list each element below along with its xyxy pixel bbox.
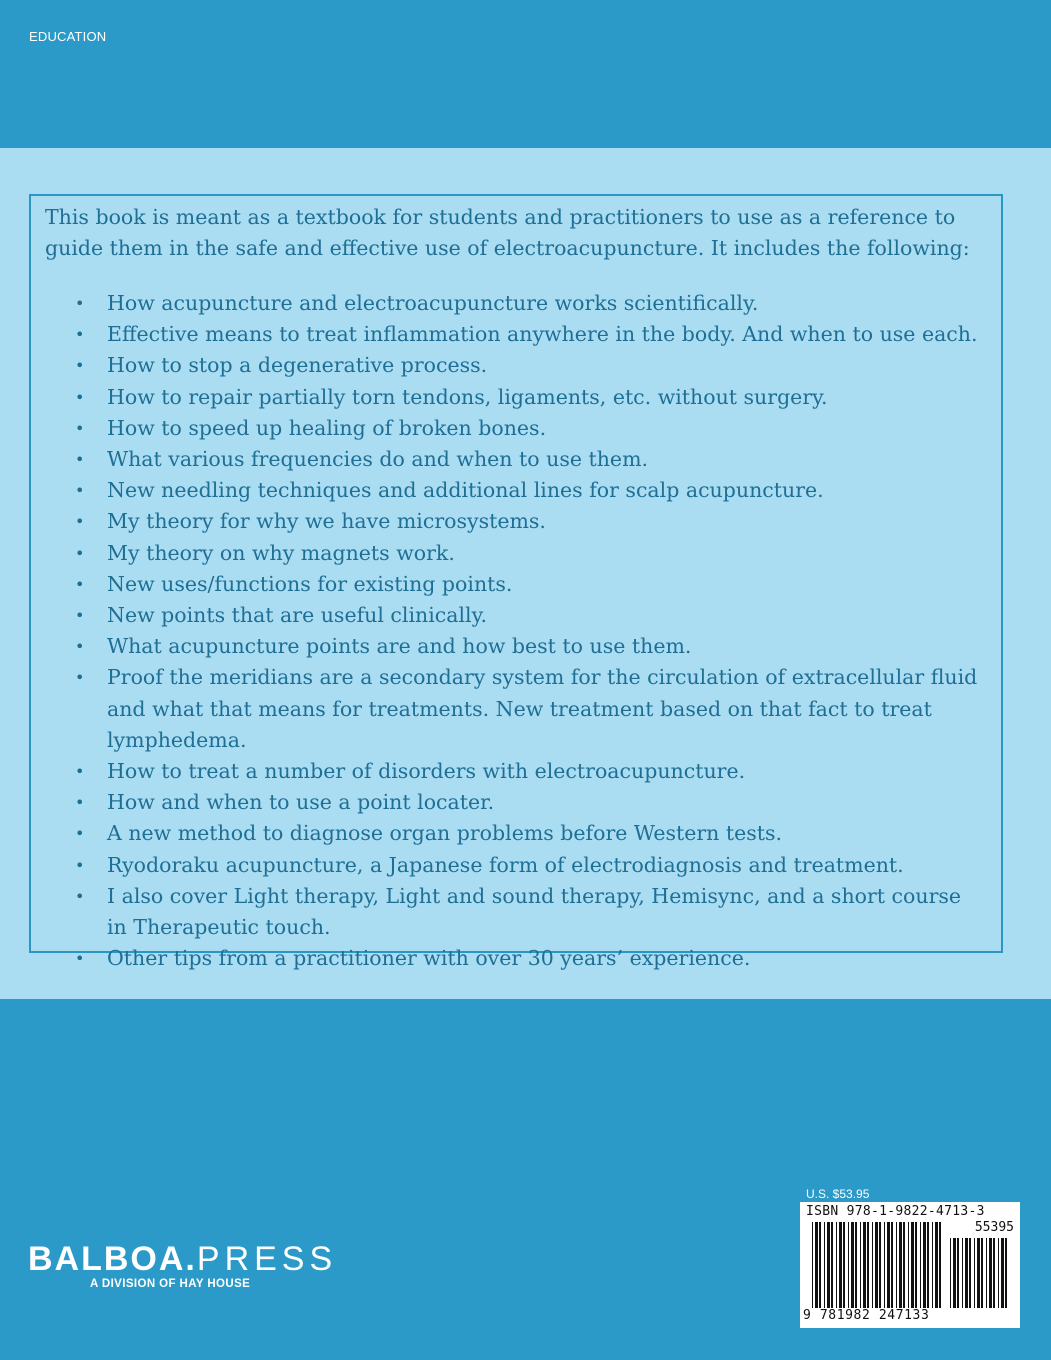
bullet-icon: • bbox=[75, 294, 85, 313]
feature-text: How and when to use a point locater. bbox=[107, 790, 495, 815]
feature-text: Effective means to treat inflammation anywhere in the body. And when to use each. bbox=[107, 322, 978, 347]
bullet-icon: • bbox=[75, 481, 85, 501]
feature-text: My theory for why we have microsystems. bbox=[107, 509, 546, 534]
addon-barcode-bars bbox=[950, 1238, 1012, 1308]
feature-text: Other tips from a practitioner with over 30 years’ experience. bbox=[107, 946, 751, 971]
feature-item bbox=[31, 631, 991, 662]
feature-item bbox=[31, 787, 991, 818]
feature-item bbox=[31, 756, 991, 787]
feature-text: New points that are useful clinically. bbox=[107, 603, 487, 628]
feature-text: New needling techniques and additional lines for scalp acupuncture. bbox=[107, 478, 824, 503]
bullet-icon: • bbox=[75, 418, 85, 438]
bullet-icon: • bbox=[75, 886, 85, 906]
bullet-icon: • bbox=[75, 793, 85, 813]
feature-item bbox=[31, 569, 991, 600]
description-intro: This book is meant as a textbook for students and practitioners to use as a reference to guide them in the safe and effective use of electroacupuncture. It includes the following: bbox=[45, 205, 970, 261]
isbn-number: ISBN 978-1-9822-4713-3 bbox=[806, 1204, 985, 1219]
feature-item bbox=[31, 350, 991, 381]
feature-item bbox=[31, 538, 991, 569]
isbn-barcode bbox=[800, 1202, 1020, 1328]
bullet-icon: • bbox=[75, 855, 85, 875]
feature-item bbox=[31, 444, 991, 475]
feature-text: What various frequencies do and when to use them. bbox=[107, 447, 649, 472]
feature-text: How to repair partially torn tendons, ligaments, etc. without surgery. bbox=[107, 384, 828, 409]
feature-text: How acupuncture and electroacupuncture works scientifically. bbox=[107, 291, 759, 315]
feature-item bbox=[31, 600, 991, 631]
bullet-icon: • bbox=[75, 450, 85, 470]
retail-price: U.S. $53.95 bbox=[806, 1187, 870, 1201]
bullet-icon: • bbox=[75, 606, 85, 626]
feature-item bbox=[31, 506, 991, 537]
bullet-icon: • bbox=[75, 824, 85, 844]
feature-list bbox=[31, 288, 991, 974]
feature-text: Proof the meridians are a secondary system for the circulation of extracellular fluid and what that means for treatments. New treatment based on that fact to treat lymphedema. bbox=[107, 665, 978, 752]
bullet-icon: • bbox=[75, 512, 85, 532]
bullet-icon: • bbox=[75, 762, 85, 782]
feature-item bbox=[31, 288, 991, 319]
bullet-icon: • bbox=[75, 387, 85, 407]
feature-item bbox=[31, 475, 991, 506]
feature-item bbox=[31, 382, 991, 413]
feature-item bbox=[31, 319, 991, 350]
feature-text: What acupuncture points are and how best to use them. bbox=[107, 634, 692, 659]
bullet-icon: • bbox=[75, 356, 85, 376]
feature-item bbox=[31, 881, 991, 943]
bullet-icon: • bbox=[75, 668, 85, 688]
feature-text: I also cover Light therapy, Light and sound therapy, Hemisync, and a short course in Therapeutic touch. bbox=[107, 883, 962, 940]
feature-text: My theory on why magnets work. bbox=[107, 540, 455, 565]
bullet-icon: • bbox=[75, 543, 85, 563]
bullet-icon: • bbox=[75, 949, 85, 969]
ean-digits: 9 781982 247133 bbox=[803, 1308, 930, 1323]
feature-item bbox=[31, 850, 991, 881]
description-frame bbox=[29, 194, 1003, 971]
feature-text: New uses/functions for existing points. bbox=[107, 571, 513, 596]
feature-text: Ryodoraku acupuncture, a Japanese form of electrodiagnosis and treatment. bbox=[107, 852, 904, 877]
feature-item bbox=[31, 818, 991, 849]
bullet-icon: • bbox=[75, 637, 85, 657]
feature-item bbox=[31, 943, 991, 974]
publisher-name: BALBOA.PRESS bbox=[28, 1240, 338, 1278]
bullet-icon: • bbox=[75, 574, 85, 594]
ean-barcode-bars bbox=[812, 1222, 944, 1308]
feature-text: A new method to diagnose organ problems before Western tests. bbox=[107, 821, 783, 846]
feature-item bbox=[31, 413, 991, 444]
feature-text: How to speed up healing of broken bones. bbox=[107, 415, 547, 440]
feature-text: How to stop a degenerative process. bbox=[107, 353, 488, 378]
feature-text: How to treat a number of disorders with electroacupuncture. bbox=[107, 759, 746, 784]
bullet-icon: • bbox=[75, 325, 85, 345]
feature-item bbox=[31, 662, 991, 756]
price-code: 55395 bbox=[974, 1220, 1014, 1235]
publisher-tagline: A DIVISION OF HAY HOUSE bbox=[90, 1278, 251, 1290]
category-label: EDUCATION bbox=[29, 29, 107, 44]
publisher-logo bbox=[28, 1240, 337, 1290]
description-panel bbox=[0, 148, 1051, 999]
